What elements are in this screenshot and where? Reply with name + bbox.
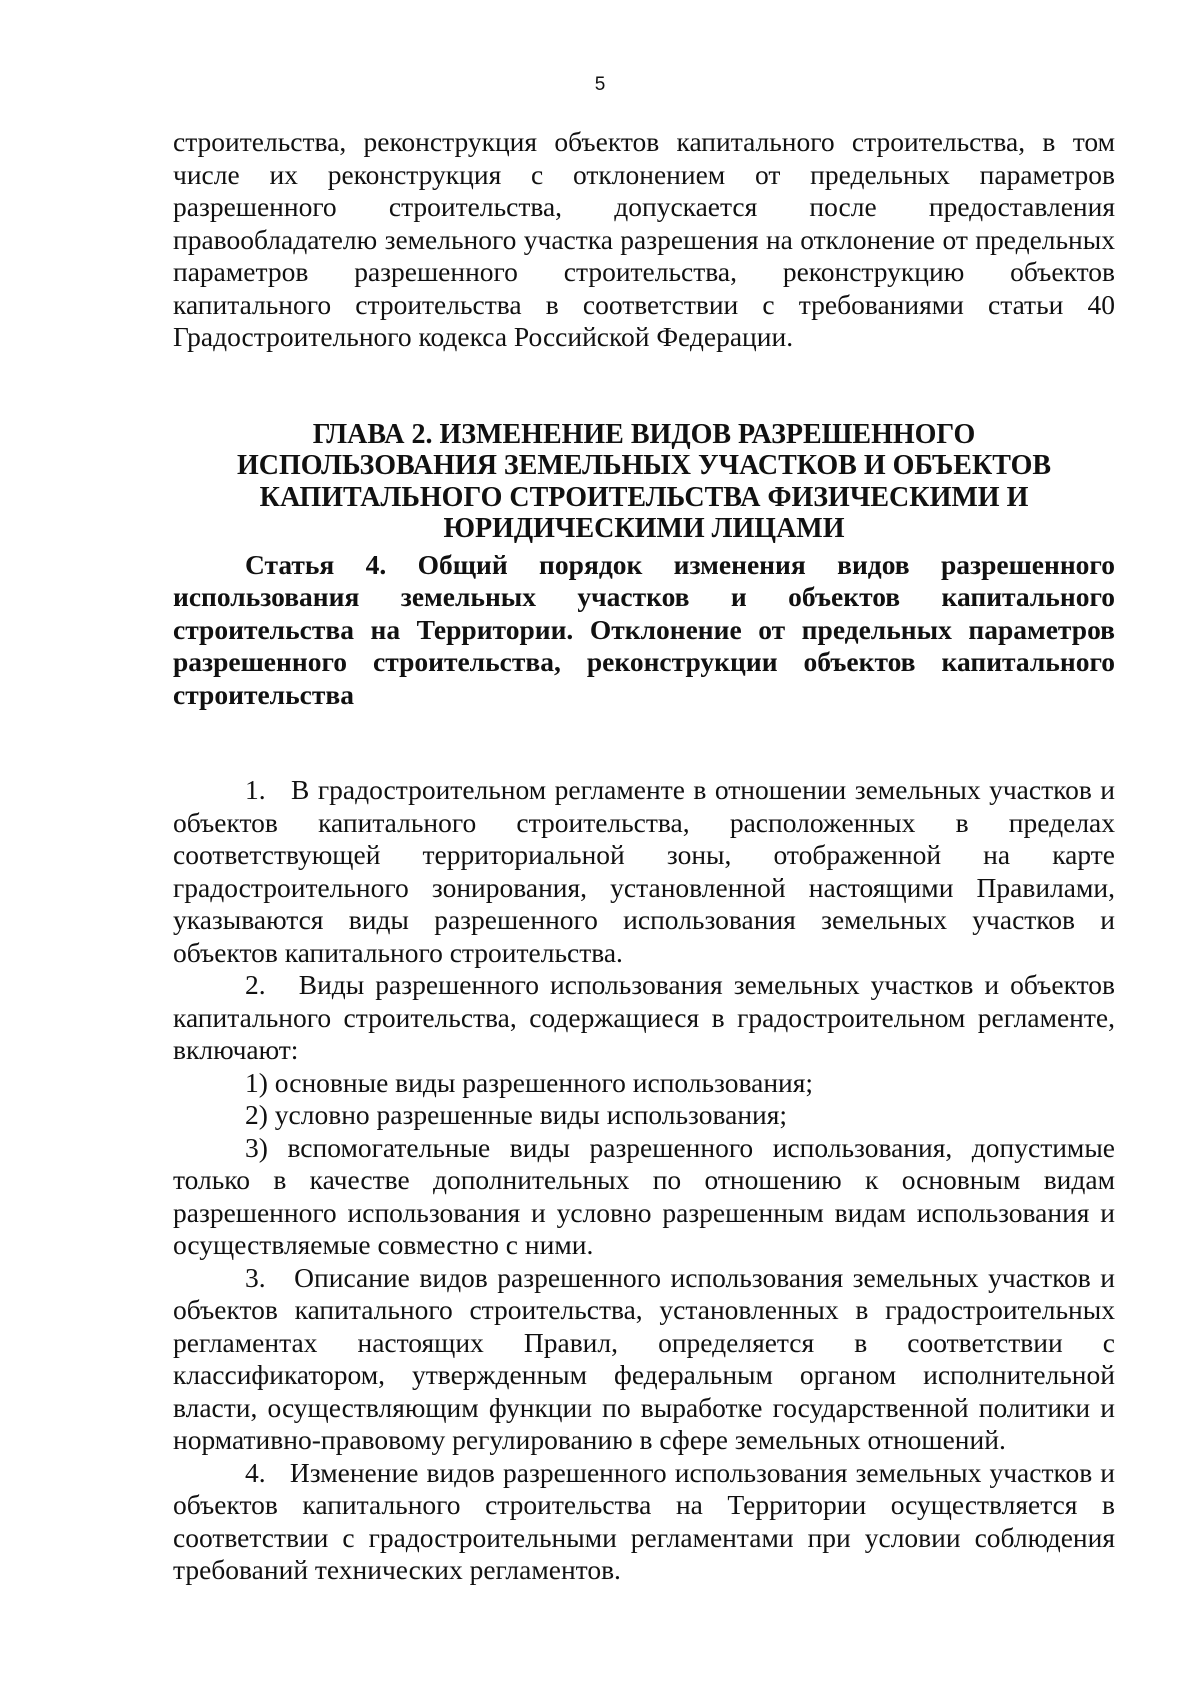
article-title: Статья 4. Общий порядок изменения видов разрешенного использования земельных участков и объектов капитального строительства на Территории. Отклонение от предельных параметров разрешенного строительства, реконструкции объектов капитального строительства bbox=[173, 548, 1115, 710]
chapter-title-line: ИСПОЛЬЗОВАНИЯ ЗЕМЕЛЬНЫХ УЧАСТКОВ И ОБЪЕКТОВ bbox=[236, 450, 1052, 481]
spacer bbox=[173, 711, 1115, 774]
subitem-number: 3) bbox=[245, 1131, 268, 1163]
subitem-number: 2) bbox=[245, 1099, 268, 1130]
paragraph-4 bbox=[173, 1457, 1115, 1587]
chapter-title-line: ЮРИДИЧЕСКИМИ ЛИЦАМИ bbox=[443, 513, 845, 544]
paragraph-number: 1. bbox=[245, 774, 266, 805]
page-content bbox=[173, 126, 1115, 1587]
subitem-number: 1) bbox=[245, 1066, 268, 1098]
chapter-title-line: КАПИТАЛЬНОГО СТРОИТЕЛЬСТВА ФИЗИЧЕСКИМИ И bbox=[259, 481, 1029, 513]
paragraph-text: Описание видов разрешенного использования земельных участков и объектов капитального строительства, установленных в градостроительных регламентах настоящих Правил, определяется в соответствии с классификатором, утвержденным федеральным органом исполнительной власти, осуществляющим функции по выработке государственной политики и нормативно-правовому регулированию в сфере земельных отношений. bbox=[173, 1261, 1116, 1455]
subitem-1 bbox=[173, 1067, 1115, 1100]
chapter-title-line: ГЛАВА 2. ИЗМЕНЕНИЕ ВИДОВ РАЗРЕШЕННОГО bbox=[312, 418, 976, 450]
paragraph-number: 3. bbox=[245, 1261, 266, 1293]
page-number: 5 bbox=[594, 74, 606, 95]
subitem-2 bbox=[173, 1099, 1115, 1132]
paragraph-2 bbox=[173, 969, 1115, 1067]
paragraph-text: В градостроительном регламенте в отношении земельных участков и объектов капитального строительства, расположенных в пределах соответствующей территориальной зоны, отображенной на карте градостроительного зонирования, установленной настоящими Правилами, указываются виды разрешенного использования земельных участков и объектов капитального строительства. bbox=[173, 774, 1115, 968]
paragraph-text: Изменение видов разрешенного использования земельных участков и объектов капитального строительства на Территории осуществляется в соответствии с градостроительными регламентами при условии соблюдения требований технических регламентов. bbox=[173, 1456, 1115, 1585]
paragraph-number: 4. bbox=[245, 1456, 266, 1488]
subitem-text: условно разрешенные виды использования; bbox=[274, 1099, 788, 1130]
paragraph-number: 2. bbox=[245, 969, 266, 1000]
paragraph-1 bbox=[173, 774, 1115, 969]
subitem-text: основные виды разрешенного использования; bbox=[274, 1066, 814, 1098]
chapter-title bbox=[173, 419, 1115, 545]
intro-paragraph: строительства, реконструкция объектов капитального строительства, в том числе их реконструкция с отклонением от предельных параметров разрешенного строительства, допускается после предоставления правообладателю земельного участка разрешения на отклонение от предельных параметров разрешенного строительства, реконструкцию объектов капитального строительства в соответствии с требованиями статьи 40 Градостроительного кодекса Российской Федерации. bbox=[173, 126, 1115, 352]
paragraph-3 bbox=[173, 1262, 1115, 1457]
subitem-text: вспомогательные виды разрешенного использования, допустимые только в качестве дополнительных по отношению к основным видам разрешенного использования и условно разрешенным видам использования и осуществляемые совместно с ними. bbox=[173, 1131, 1116, 1260]
paragraph-text: Виды разрешенного использования земельных участков и объектов капитального строительства, содержащиеся в градостроительном регламенте, включают: bbox=[173, 969, 1115, 1065]
subitem-3 bbox=[173, 1132, 1115, 1262]
